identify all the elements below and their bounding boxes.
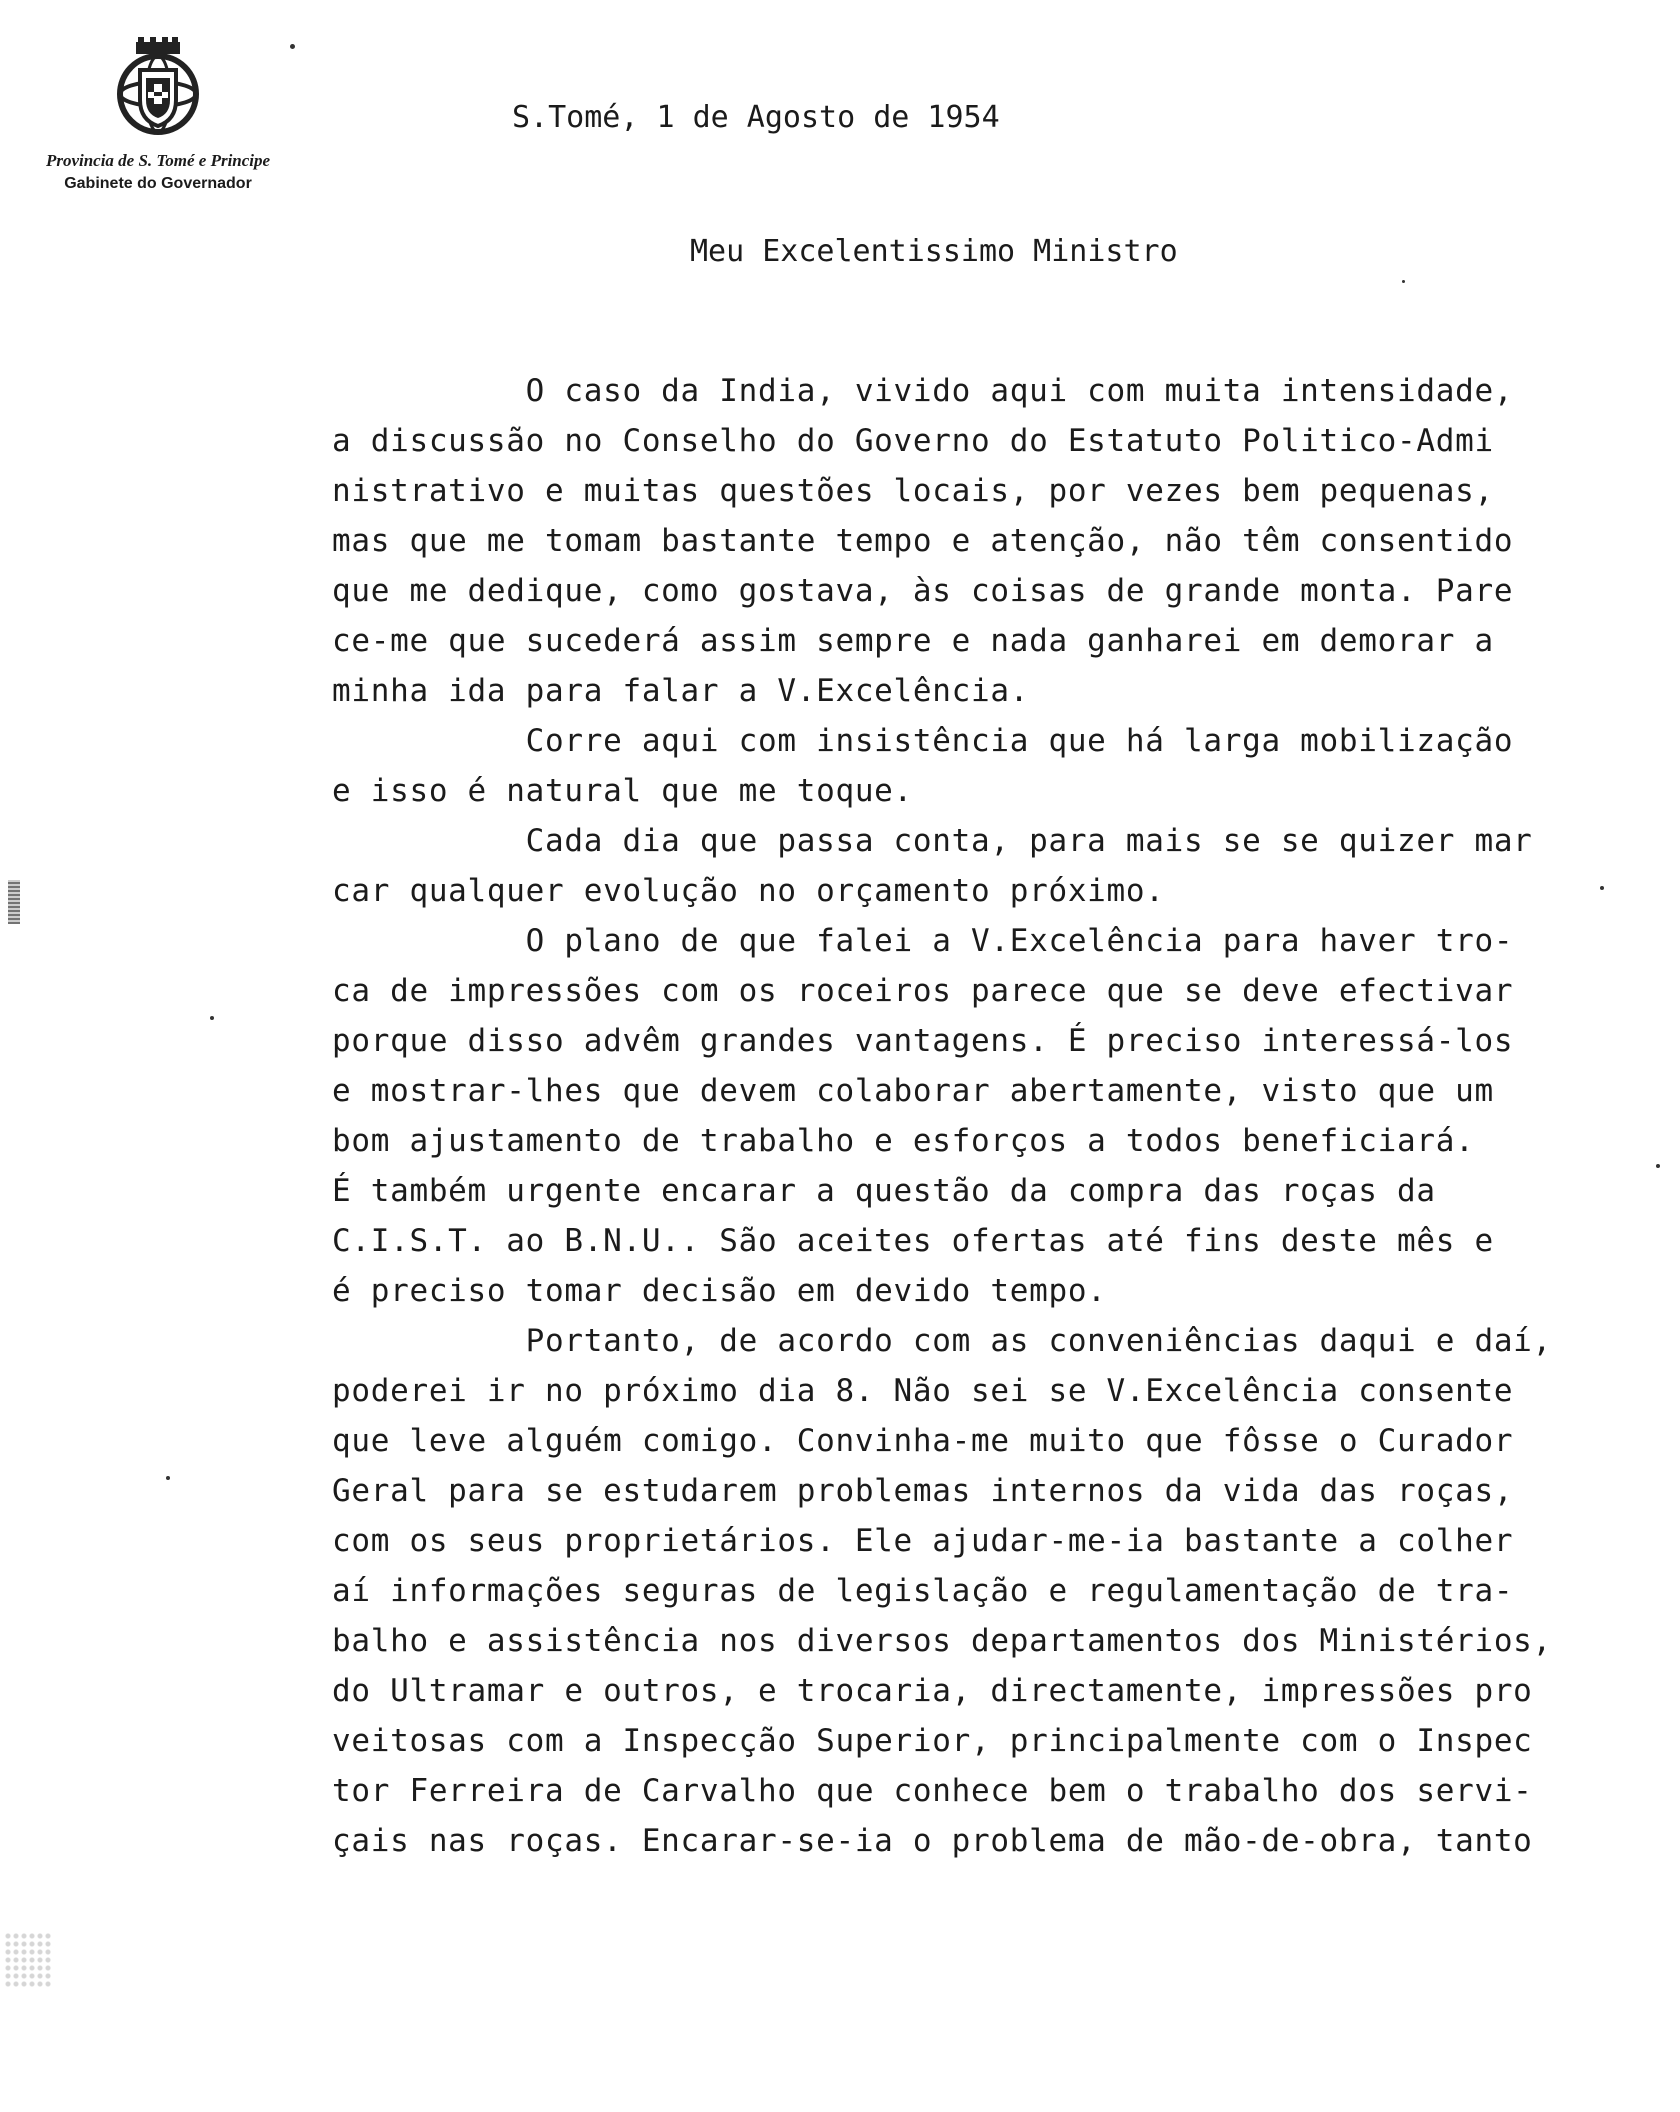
body-line: que me dedique, como gostava, às coisas de grande monta. Pare [332,573,1514,609]
scan-bleed-mark [8,880,20,924]
body-line: C.I.S.T. ao B.N.U.. São aceites ofertas até fins deste mês e [332,1223,1494,1259]
scan-speck [1656,1164,1660,1168]
coat-of-arms-icon [110,36,206,140]
body-line: com os seus proprietários. Ele ajudar-me-ia bastante a colher [332,1523,1514,1559]
body-line: e isso é natural que me toque. [332,773,913,809]
body-line: e mostrar-lhes que devem colaborar abertamente, visto que um [332,1073,1494,1109]
scan-speck [290,44,295,49]
body-line: car qualquer evolução no orçamento próximo. [332,873,1165,909]
body-line: tor Ferreira de Carvalho que conhece bem o trabalho dos servi- [332,1773,1533,1809]
body-line: aí informações seguras de legislação e regulamentação de tra- [332,1573,1514,1609]
body-line: çais nas roças. Encarar-se-ia o problema de mão-de-obra, tanto [332,1823,1533,1859]
scan-speck [166,1476,170,1480]
body-line: É também urgente encarar a questão da compra das roças da [332,1173,1436,1209]
body-line: balho e assistência nos diversos departamentos dos Ministérios, [332,1623,1552,1659]
body-line: bom ajustamento de trabalho e esforços a todos beneficiará. [332,1123,1475,1159]
body-line: a discussão no Conselho do Governo do Estatuto Politico-Admi [332,423,1494,459]
letterhead [8,36,308,196]
body-line: porque disso advêm grandes vantagens. É preciso interessá-los [332,1023,1514,1059]
office-name: Gabinete do Governador [64,175,252,192]
scan-speck [1600,886,1604,890]
body-line: Corre aqui com insistência que há larga mobilização [332,723,1514,759]
scan-speck [1402,280,1405,283]
province-name: Provincia de S. Tomé e Principe [45,151,271,170]
body-line: veitosas com a Inspecção Superior, principalmente com o Inspec [332,1723,1533,1759]
body-line: do Ultramar e outros, e trocaria, directamente, impressões pro [332,1673,1533,1709]
salutation: Meu Excelentissimo Ministro [690,234,1178,269]
body-line: mas que me tomam bastante tempo e atenção, não têm consentido [332,523,1514,559]
body-line: nistrativo e muitas questões locais, por vezes bem pequenas, [332,473,1494,509]
body-line: que leve alguém comigo. Convinha-me muito que fôsse o Curador [332,1423,1514,1459]
scan-speck [210,1016,214,1020]
body-line: Portanto, de acordo com as conveniências daqui e daí, [332,1323,1552,1359]
body-line: minha ida para falar a V.Excelência. [332,673,1030,709]
body-line: Geral para se estudarem problemas internos da vida das roças, [332,1473,1514,1509]
body-line: é preciso tomar decisão em devido tempo. [332,1273,1107,1309]
letter-date: S.Tomé, 1 de Agosto de 1954 [512,100,1000,135]
body-line: ce-me que sucederá assim sempre e nada ganharei em demorar a [332,623,1494,659]
body-line: Cada dia que passa conta, para mais se se quizer mar [332,823,1533,859]
body-line: O plano de que falei a V.Excelência para haver tro- [332,923,1514,959]
body-line: poderei ir no próximo dia 8. Não sei se V.Excelência consente [332,1373,1514,1409]
body-line: ca de impressões com os roceiros parece que se deve efectivar [332,973,1514,1009]
scan-smudge [4,1932,52,1988]
letter-body [332,366,1572,1866]
body-line: O caso da India, vivido aqui com muita intensidade, [332,373,1514,409]
